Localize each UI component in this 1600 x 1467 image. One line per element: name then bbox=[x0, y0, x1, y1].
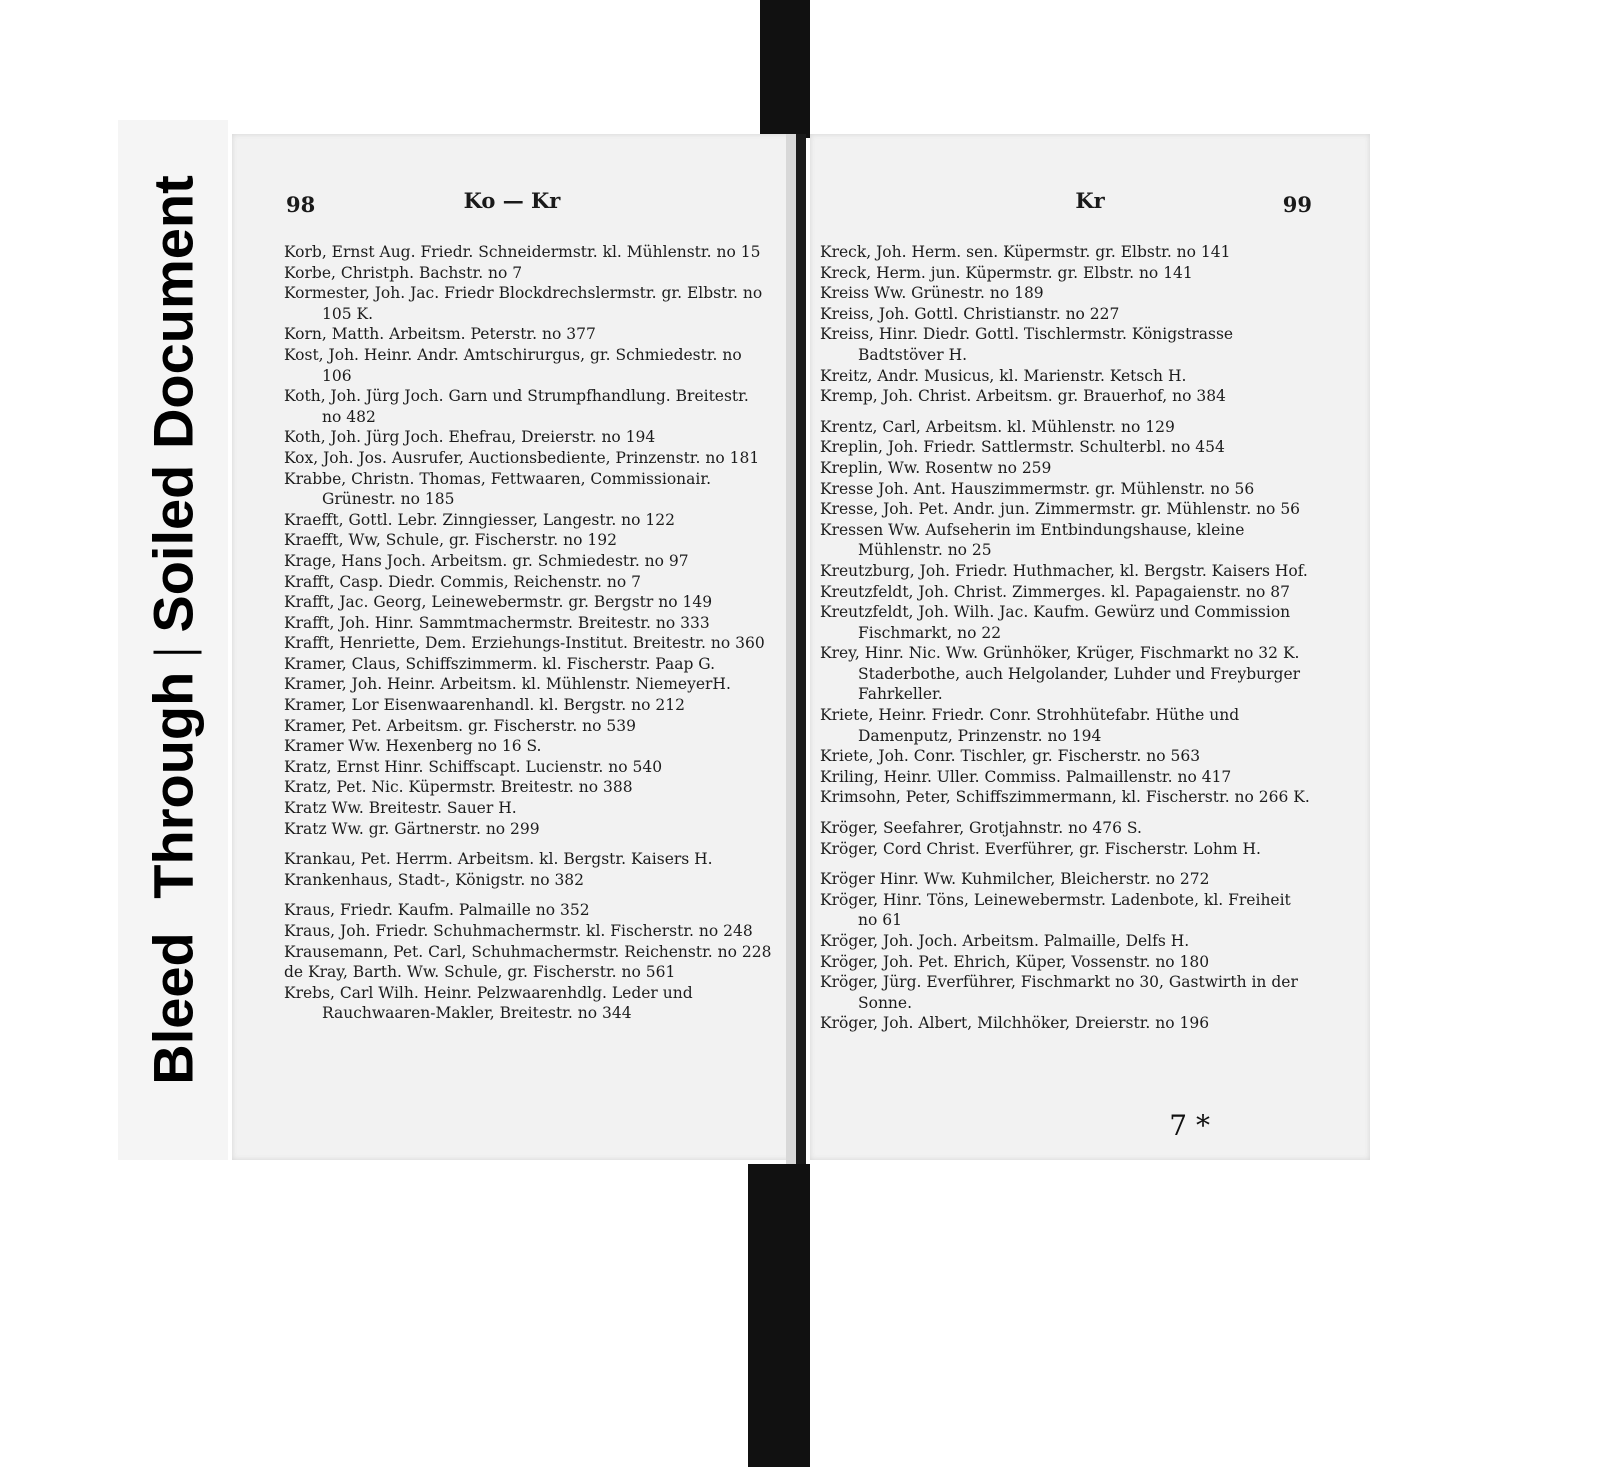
directory-entry: Kratz, Ernst Hinr. Schiffscapt. Lucienstr. no 540 bbox=[284, 757, 663, 776]
stamp-word-through: Through bbox=[141, 671, 205, 899]
directory-entry: Kramer, Lor Eisenwaarenhandl. kl. Bergstr. no 212 bbox=[284, 696, 685, 715]
stamp-word-bleed: Bleed bbox=[141, 932, 205, 1085]
directory-entry: Kröger Hinr. Ww. Kuhmilcher, Bleicherstr. no 272 bbox=[820, 870, 1210, 889]
gutter-edge bbox=[786, 134, 796, 1164]
directory-entry: Kressen Ww. Aufseherin im Entbindungshause, kleine Mühlenstr. no 25 bbox=[820, 520, 1245, 560]
left-entry-list bbox=[284, 242, 772, 1024]
directory-entry: Kreplin, Ww. Rosentw no 259 bbox=[820, 458, 1052, 477]
directory-entry: Kremp, Joh. Christ. Arbeitsm. gr. Brauerhof, no 384 bbox=[820, 387, 1226, 406]
directory-entry: Krafft, Henriette, Dem. Erziehungs-Institut. Breitestr. no 360 bbox=[284, 634, 765, 653]
directory-entry: Kröger, Joh. Pet. Ehrich, Küper, Vossenstr. no 180 bbox=[820, 952, 1210, 971]
directory-entry: Kraefft, Ww, Schule, gr. Fischerstr. no 192 bbox=[284, 531, 617, 550]
directory-entry: Kreitz, Andr. Musicus, kl. Marienstr. Ketsch H. bbox=[820, 366, 1187, 385]
right-running-head: Kr bbox=[1075, 188, 1105, 213]
directory-entry: Kreutzburg, Joh. Friedr. Huthmacher, kl. Bergstr. Kaisers Hof. bbox=[820, 561, 1308, 580]
directory-entry: Kröger, Joh. Albert, Milchhöker, Dreierstr. no 196 bbox=[820, 1014, 1210, 1033]
left-page-number: 98 bbox=[286, 192, 316, 217]
stamp-word-soiled: Soiled Document bbox=[141, 175, 205, 633]
directory-entry: Korbe, Christph. Bachstr. no 7 bbox=[284, 263, 523, 282]
directory-entry: Koth, Joh. Jürg Joch. Ehefrau, Dreierstr. no 194 bbox=[284, 428, 656, 447]
right-page bbox=[810, 134, 1370, 1160]
left-running-head: Ko — Kr bbox=[463, 188, 561, 213]
directory-entry: Kreplin, Joh. Friedr. Sattlermstr. Schulterbl. no 454 bbox=[820, 438, 1225, 457]
directory-entry: Kramer, Claus, Schiffszimmerm. kl. Fischerstr. Paap G. bbox=[284, 654, 716, 673]
directory-entry: Korn, Matth. Arbeitsm. Peterstr. no 377 bbox=[284, 325, 596, 344]
directory-entry: Kraus, Joh. Friedr. Schuhmachermstr. kl. Fischerstr. no 248 bbox=[284, 922, 753, 940]
right-entry-list bbox=[820, 242, 1314, 1034]
directory-entry: Kraefft, Gottl. Lebr. Zinngiesser, Langestr. no 122 bbox=[284, 510, 675, 529]
book-spine-bottom bbox=[748, 1164, 810, 1467]
directory-entry: Kriete, Joh. Conr. Tischler, gr. Fischerstr. no 563 bbox=[820, 747, 1201, 766]
directory-entry: Kröger, Hinr. Töns, Leinewebermstr. Ladenbote, kl. Freiheit no 61 bbox=[820, 890, 1291, 930]
left-page bbox=[232, 134, 792, 1160]
directory-entry: Kratz Ww. Breitestr. Sauer H. bbox=[284, 799, 517, 818]
directory-entry: Krankau, Pet. Herrm. Arbeitsm. kl. Bergstr. Kaisers H. bbox=[284, 850, 713, 869]
directory-entry: Kresse, Joh. Pet. Andr. jun. Zimmermstr. gr. Mühlenstr. no 56 bbox=[820, 500, 1301, 519]
directory-entry: Kox, Joh. Jos. Ausrufer, Auctionsbediente, Prinzenstr. no 181 bbox=[284, 448, 760, 467]
directory-entry: Kreiss Ww. Grünestr. no 189 bbox=[820, 284, 1044, 303]
stamp-divider bbox=[154, 651, 202, 654]
directory-entry: Krebs, Carl Wilh. Heinr. Pelzwaarenhdlg. Leder und Rauchwaaren-Makler, Breitestr. no 344 bbox=[284, 983, 693, 1023]
directory-entry: Kratz Ww. gr. Gärtnerstr. no 299 bbox=[284, 819, 540, 838]
directory-entry: Kreck, Joh. Herm. sen. Küpermstr. gr. Elbstr. no 141 bbox=[820, 243, 1231, 261]
directory-entry: Krentz, Carl, Arbeitsm. kl. Mühlenstr. no 129 bbox=[820, 417, 1175, 436]
directory-entry: Kratz, Pet. Nic. Küpermstr. Breitestr. no 388 bbox=[284, 778, 633, 797]
directory-entry: Krage, Hans Joch. Arbeitsm. gr. Schmiedestr. no 97 bbox=[284, 551, 689, 570]
directory-entry: Kriete, Heinr. Friedr. Conr. Strohhütefabr. Hüthe und Damenputz, Prinzenstr. no 194 bbox=[820, 706, 1240, 745]
directory-entry: Krabbe, Christn. Thomas, Fettwaaren, Commissionair. Grünestr. no 185 bbox=[284, 469, 711, 509]
directory-entry: Kreutzfeldt, Joh. Christ. Zimmerges. kl. Papagaienstr. no 87 bbox=[820, 582, 1290, 601]
directory-entry: Kramer, Pet. Arbeitsm. gr. Fischerstr. no 539 bbox=[284, 716, 637, 735]
directory-entry: Krafft, Joh. Hinr. Sammtmachermstr. Breitestr. no 333 bbox=[284, 613, 710, 632]
right-page-number: 99 bbox=[1282, 192, 1312, 217]
left-page-header bbox=[232, 188, 792, 226]
directory-entry: Krankenhaus, Stadt-, Königstr. no 382 bbox=[284, 870, 585, 889]
directory-entry: Kraus, Friedr. Kaufm. Palmaille no 352 bbox=[284, 901, 590, 920]
directory-entry: Kreutzfeldt, Joh. Wilh. Jac. Kaufm. Gewürz und Commission Fischmarkt, no 22 bbox=[820, 603, 1291, 642]
right-page-header bbox=[810, 188, 1370, 226]
directory-entry: Kröger, Joh. Joch. Arbeitsm. Palmaille, Delfs H. bbox=[820, 932, 1190, 950]
directory-entry: Korb, Ernst Aug. Friedr. Schneidermstr. kl. Mühlenstr. no 15 bbox=[284, 243, 761, 261]
directory-entry: Kröger, Cord Christ. Everführer, gr. Fischerstr. Lohm H. bbox=[820, 839, 1261, 858]
directory-entry: Kröger, Seefahrer, Grotjahnstr. no 476 S. bbox=[820, 819, 1142, 838]
directory-entry: Krafft, Jac. Georg, Leinewebermstr. gr. Bergstr no 149 bbox=[284, 593, 713, 612]
book-spine-top bbox=[760, 0, 810, 138]
directory-entry: Kreiss, Joh. Gottl. Christianstr. no 227 bbox=[820, 304, 1120, 323]
directory-entry: de Kray, Barth. Ww. Schule, gr. Fischerstr. no 561 bbox=[284, 963, 676, 982]
directory-entry: Kreiss, Hinr. Diedr. Gottl. Tischlermstr. Königstrasse Badtstöver H. bbox=[820, 325, 1234, 364]
directory-entry: Krey, Hinr. Nic. Ww. Grünhöker, Krüger, Fischmarkt no 32 K. Staderbothe, auch Helgolander, Luhder und Freyburger Fahrkeller. bbox=[820, 644, 1301, 704]
directory-entry: Krausemann, Pet. Carl, Schuhmachermstr. Reichenstr. no 228 bbox=[284, 942, 772, 961]
directory-entry: Kost, Joh. Heinr. Andr. Amtschirurgus, gr. Schmiedestr. no 106 bbox=[284, 345, 742, 385]
directory-entry: Kormester, Joh. Jac. Friedr Blockdrechslermstr. gr. Elbstr. no 105 K. bbox=[284, 284, 763, 323]
directory-entry: Kramer Ww. Hexenberg no 16 S. bbox=[284, 737, 542, 756]
directory-entry: Krafft, Casp. Diedr. Commis, Reichenstr. no 7 bbox=[284, 572, 642, 591]
directory-entry: Kriling, Heinr. Uller. Commiss. Palmaillenstr. no 417 bbox=[820, 767, 1232, 786]
directory-entry: Kröger, Jürg. Everführer, Fischmarkt no 30, Gastwirth in der Sonne. bbox=[820, 973, 1298, 1012]
condition-stamp bbox=[138, 130, 208, 1130]
directory-entry: Kreck, Herm. jun. Küpermstr. gr. Elbstr. no 141 bbox=[820, 263, 1193, 282]
condition-stamp-text bbox=[141, 175, 206, 1085]
signature-mark: 7 * bbox=[1169, 1109, 1210, 1142]
directory-entry: Koth, Joh. Jürg Joch. Garn und Strumpfhandlung. Breitestr. no 482 bbox=[284, 387, 749, 426]
book-gutter bbox=[796, 134, 806, 1164]
directory-entry: Kresse Joh. Ant. Hauszimmermstr. gr. Mühlenstr. no 56 bbox=[820, 479, 1255, 498]
directory-entry: Krimsohn, Peter, Schiffszimmermann, kl. Fischerstr. no 266 K. bbox=[820, 788, 1310, 807]
directory-entry: Kramer, Joh. Heinr. Arbeitsm. kl. Mühlenstr. NiemeyerH. bbox=[284, 675, 731, 694]
